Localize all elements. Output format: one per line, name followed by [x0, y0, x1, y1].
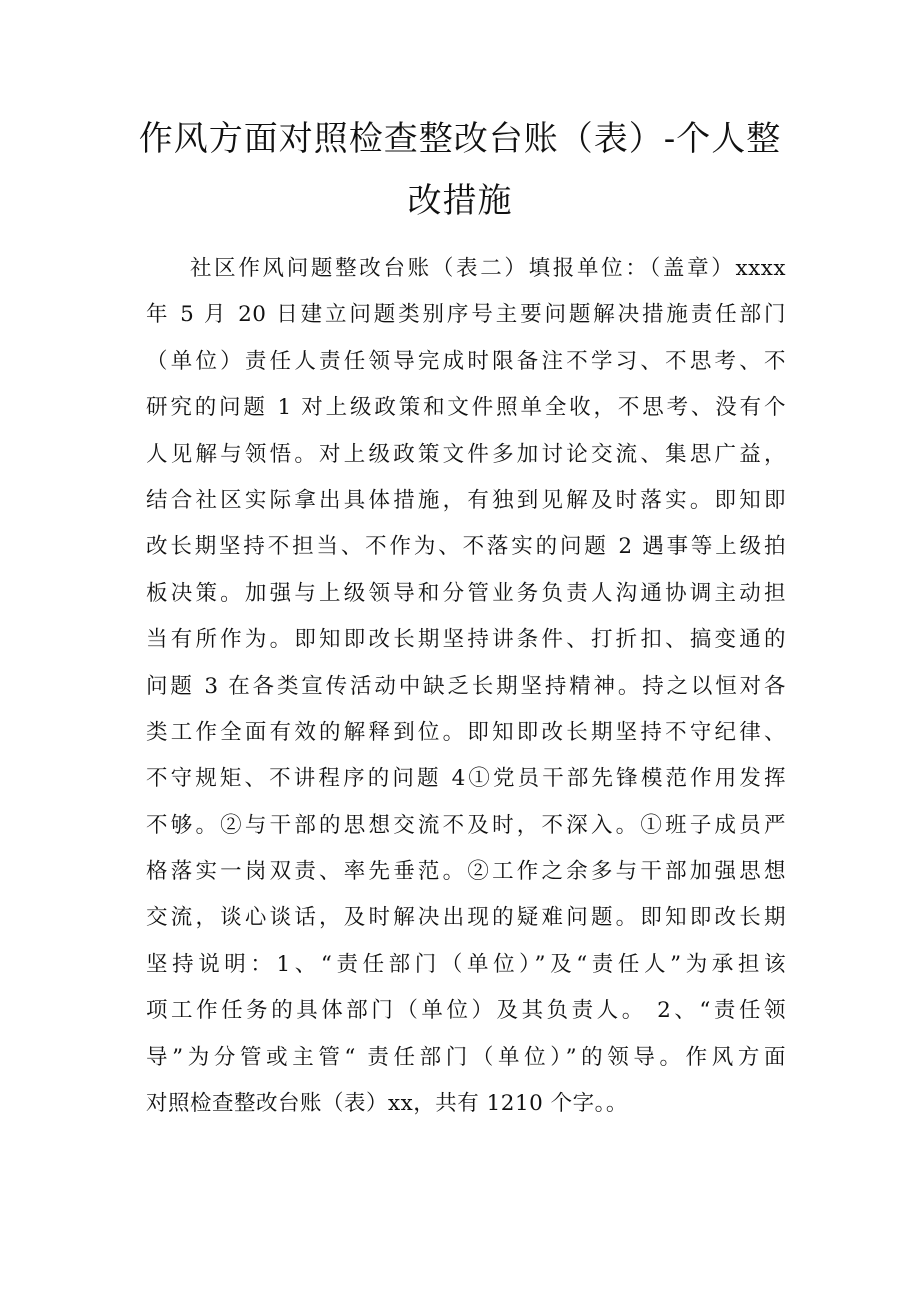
- body-line: 导”为分管或主管“ 责任部门（单位）”的领导。作风方面: [146, 1044, 786, 1070]
- document-title: [120, 108, 800, 232]
- body-line: 交流，谈心谈话，及时解决出现的疑难问题。即知即改长期: [146, 905, 786, 931]
- body-line: 问题 3 在各类宣传活动中缺乏长期坚持精神。持之以恒对各: [146, 673, 786, 699]
- body-line: 对照检查整改台账（表）xx，共有 1210 个字。。: [146, 1091, 628, 1117]
- body-line: 板决策。加强与上级领导和分管业务负责人沟通协调主动担: [146, 580, 786, 606]
- body-line: （单位）责任人责任领导完成时限备注不学习、不思考、不: [146, 348, 786, 374]
- title-line: 作风方面对照检查整改台账（表）-个人整: [138, 119, 782, 159]
- body-line: 不守规矩、不讲程序的问题 4①党员干部先锋模范作用发挥: [146, 766, 786, 792]
- body-line: 研究的问题 1 对上级政策和文件照单全收，不思考、没有个: [146, 395, 786, 421]
- body-line: 项工作任务的具体部门（单位）及其负责人。 2、“责任领: [146, 998, 786, 1024]
- body-line: 人见解与领悟。对上级政策文件多加讨论交流、集思广益，: [146, 441, 786, 467]
- body-line: 当有所作为。即知即改长期坚持讲条件、打折扣、搞变通的: [146, 627, 786, 653]
- body-line: 格落实一岗双责、率先垂范。②工作之余多与干部加强思想: [146, 859, 786, 885]
- title-line: 改措施: [407, 181, 513, 221]
- document-body: [146, 246, 786, 1127]
- body-line: 不够。②与干部的思想交流不及时，不深入。①班子成员严: [146, 812, 786, 838]
- body-line: 社区作风问题整改台账（表二）填报单位：（盖章）xxxx: [190, 256, 786, 281]
- body-line: 年 5 月 20 日建立问题类别序号主要问题解决措施责任部门: [146, 302, 786, 328]
- body-line: 改长期坚持不担当、不作为、不落实的问题 2 遇事等上级拍: [146, 534, 786, 560]
- body-line: 结合社区实际拿出具体措施，有独到见解及时落实。即知即: [146, 487, 786, 513]
- body-line: 坚持说明：1、“责任部门（单位）”及“责任人”为承担该: [146, 951, 786, 977]
- body-line: 类工作全面有效的解释到位。即知即改长期坚持不守纪律、: [146, 719, 786, 745]
